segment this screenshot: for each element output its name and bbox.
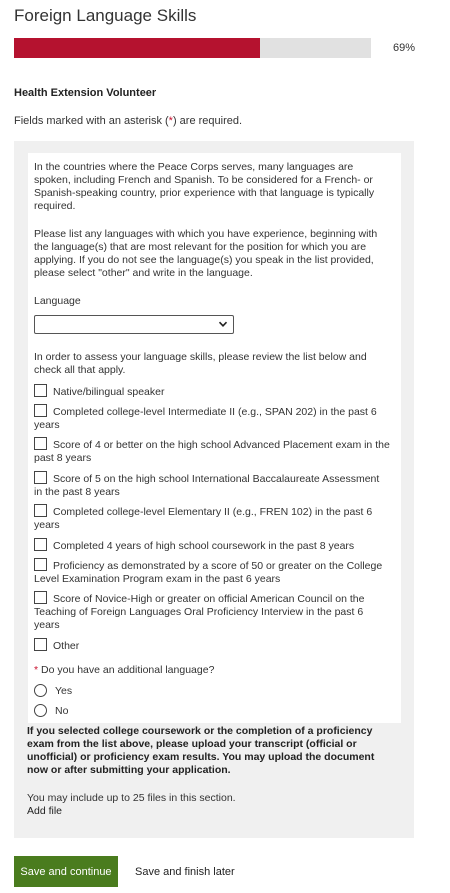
- files-limit-note: You may include up to 25 files in this section.: [27, 792, 236, 804]
- list-paragraph: Please list any languages with which you have experience, beginning with the language(s) that are most relevant for the position for which you are applying. If you do not see the language(s) you speak in the list provided, please select "other" and write in the language.: [34, 228, 378, 279]
- checkbox[interactable]: [34, 638, 47, 651]
- checkbox[interactable]: [34, 591, 47, 604]
- checkbox-item-college-elementary[interactable]: [34, 504, 390, 532]
- checkbox[interactable]: [34, 504, 47, 517]
- checkbox[interactable]: [34, 437, 47, 450]
- checkbox-label: Proficiency as demonstrated by a score of 50 or greater on the College Level Examination Program exam in the past 6 years: [34, 560, 383, 585]
- progress-fill: [14, 38, 260, 58]
- checkbox-label: Score of 5 on the high school International Baccalaureate Assessment in the past 8 years: [34, 473, 380, 498]
- required-note-prefix: Fields marked with an asterisk (: [14, 115, 169, 127]
- radio-yes[interactable]: [34, 684, 72, 697]
- checkbox-label: Native/bilingual speaker: [53, 386, 165, 398]
- checkbox-item-ap-exam[interactable]: [34, 437, 390, 465]
- checkbox-label: Other: [53, 640, 80, 652]
- checkbox-item-actfl[interactable]: [34, 591, 390, 632]
- required-asterisk: *: [34, 664, 39, 676]
- checkbox-label: Completed college-level Intermediate II (e.g., SPAN 202) in the past 6 years: [34, 406, 377, 431]
- position-title: Health Extension Volunteer: [14, 87, 157, 99]
- add-file-link[interactable]: Add file: [27, 805, 63, 817]
- page-title: Foreign Language Skills: [14, 6, 197, 25]
- save-finish-later-link[interactable]: Save and finish later: [135, 866, 235, 878]
- checkbox[interactable]: [34, 404, 47, 417]
- progress-bar: [14, 38, 371, 58]
- checkbox[interactable]: [34, 384, 47, 397]
- language-select[interactable]: [34, 315, 234, 334]
- checkbox[interactable]: [34, 538, 47, 551]
- upload-note: If you selected college coursework or the completion of a proficiency exam from the list above, please upload your transcript (official or unofficial) or proficiency exam results. You may upload the document now or after submitting your application.: [27, 725, 375, 776]
- checkbox-item-ib-assessment[interactable]: [34, 471, 390, 499]
- required-note-suffix: ) are required.: [172, 115, 243, 127]
- additional-language-question: [34, 664, 214, 676]
- chevron-down-icon: [218, 319, 228, 329]
- checkbox-label: Completed 4 years of high school coursework in the past 8 years: [53, 540, 355, 552]
- question-text: Do you have an additional language?: [41, 664, 215, 676]
- checkbox-label: Score of 4 or better on the high school Advanced Placement exam in the past 8 years: [34, 439, 390, 464]
- radio-label: No: [55, 705, 69, 717]
- checkbox-label: Completed college-level Elementary II (e.g., FREN 102) in the past 6 years: [34, 506, 373, 531]
- checkbox-item-high-school[interactable]: [34, 538, 390, 553]
- assess-paragraph: In order to assess your language skills, please review the list below and check all that apply.: [34, 351, 367, 376]
- checkbox-label: Score of Novice-High or greater on official American Council on the Teaching of Foreign Languages Oral Proficiency Interview in the past 6 years: [34, 593, 365, 631]
- checkbox-item-clep[interactable]: [34, 558, 390, 586]
- checkbox[interactable]: [34, 471, 47, 484]
- radio-label: Yes: [55, 685, 73, 697]
- checkbox[interactable]: [34, 558, 47, 571]
- radio-no[interactable]: [34, 704, 68, 717]
- required-asterisk: *: [168, 115, 173, 127]
- radio-button[interactable]: [34, 704, 47, 717]
- save-continue-button[interactable]: Save and continue: [14, 856, 118, 887]
- radio-button[interactable]: [34, 684, 47, 697]
- intro-paragraph: In the countries where the Peace Corps serves, many languages are spoken, including French and Spanish. To be considered for a French- or Spanish-speaking country, prior experience with that language is typically required.: [34, 161, 375, 212]
- language-label: Language: [34, 295, 81, 307]
- checkbox-item-college-intermediate[interactable]: [34, 404, 390, 432]
- required-note: [14, 115, 242, 127]
- checkbox-item-other[interactable]: [34, 638, 390, 653]
- progress-percent: 69%: [393, 42, 416, 54]
- checkbox-item-native[interactable]: [34, 384, 390, 399]
